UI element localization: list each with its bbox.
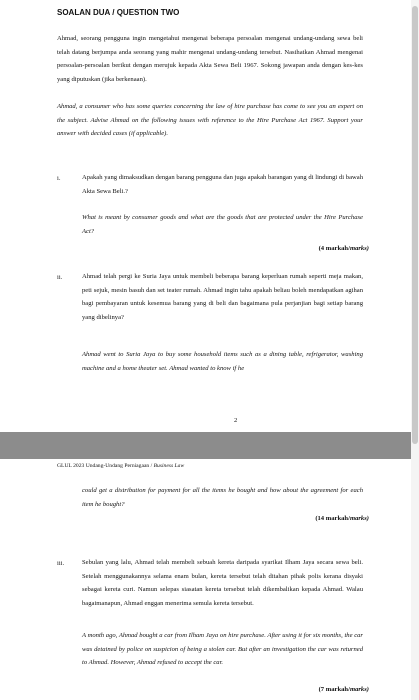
page-separator [0, 432, 419, 459]
marks-english: marks) [349, 515, 369, 522]
question-2-malay: Ahmad telah pergi ke Suria Jaya untuk membeli beberapa barang keperluan rumah seperti meja makan, peti sejuk, mesin basuh dan set teater rumah. Ahmad ingin tahu apakah beliau boleh mendapatkan agihan bagi pembayaran untuk kesemua barang yang di beli dan bagaimana pula perjanjian bagi setiap barang yang dibelinya? [82, 273, 363, 321]
vertical-scrollbar[interactable] [411, 0, 419, 700]
intro-english: Ahmad, a consumer who has some queries concerning the law of hire purchase has come to see you an expert on the subject. Advise Ahmad on the following issues with reference to the Hire Purchase Act 1967. Support your answer with decided cases (if applicable). [57, 103, 363, 137]
marks-english: marks) [349, 686, 369, 693]
page-header [57, 463, 184, 469]
marks-malay: (7 markah/ [318, 686, 350, 693]
marks-malay: (4 markah/ [318, 245, 350, 252]
page-number: 2 [234, 417, 238, 424]
header-course: GLUL 2023 Undang-Undang Perniagaan / [57, 463, 154, 469]
question-1-marks [319, 245, 369, 252]
question-number: iii. [57, 560, 65, 567]
marks-english: marks) [349, 245, 369, 252]
question-3-malay: Sebulan yang lalu, Ahmad telah membeli sebuah kereta daripada syarikat Ilham Jaya secara sewa beli. Setelah menggunakannya selama enam bulan, kereta tersebut telah ditahan pihak polis kerana disyaki sebagai kereta curi. Namun selepas siasatan kereta tersebut telah dikembalikan kepada Ahmad. Walau bagaimanapun, Ahmad enggan menerima semula kereta tersebut. [82, 559, 363, 607]
question-number: ii. [57, 274, 63, 281]
question-title: SOALAN DUA / QUESTION TWO [57, 8, 180, 17]
intro-malay: Ahmad, seorang pengguna ingin mengetahui mengenai beberapa persoalan mengenai undang-undang sewa beli telah datang berjumpa anda seorang yang mahir mengenai undang-undang tersebut. Nasihatkan Ahmad mengenai persoalan-persoalan berikut dengan merujuk kepada Akta Sewa Beli 1967. Sokong jawapan anda dengan kes-kes yang diputuskan (jika berkenaan). [57, 35, 363, 83]
question-3-marks [319, 686, 369, 693]
question-1-english: What is meant by consumer goods and what are the goods that are protected under the Hire Purchase Act? [82, 214, 363, 235]
question-2-marks [315, 515, 369, 522]
question-2-english-part2: could get a distribution for payment for all the items he bought and how about the agreement for each item he bought? [82, 487, 363, 508]
question-3-english: A month ago, Ahmad bought a car from Ilham Jaya on hire purchase. After using it for six months, the car was detained by police on suspicion of being a stolen car. But after an investigation the car was returned to Ahmad. However, Ahmad refused to accept the car. [82, 632, 363, 666]
question-1-malay: Apakah yang dimaksudkan dengan barang pengguna dan juga apakah barangan yang di lindungi di bawah Akta Sewa Beli.? [82, 174, 363, 195]
scrollbar-thumb[interactable] [412, 6, 418, 444]
question-2-english-part1: Ahmad went to Suria Jaya to buy some household items such as a dining table, refrigerator, washing machine and a home theater set. Ahmad wanted to know if he [82, 351, 363, 372]
marks-malay: (14 markah/ [315, 515, 350, 522]
header-course-english: Business Law [153, 463, 185, 469]
question-number: i. [57, 175, 61, 182]
